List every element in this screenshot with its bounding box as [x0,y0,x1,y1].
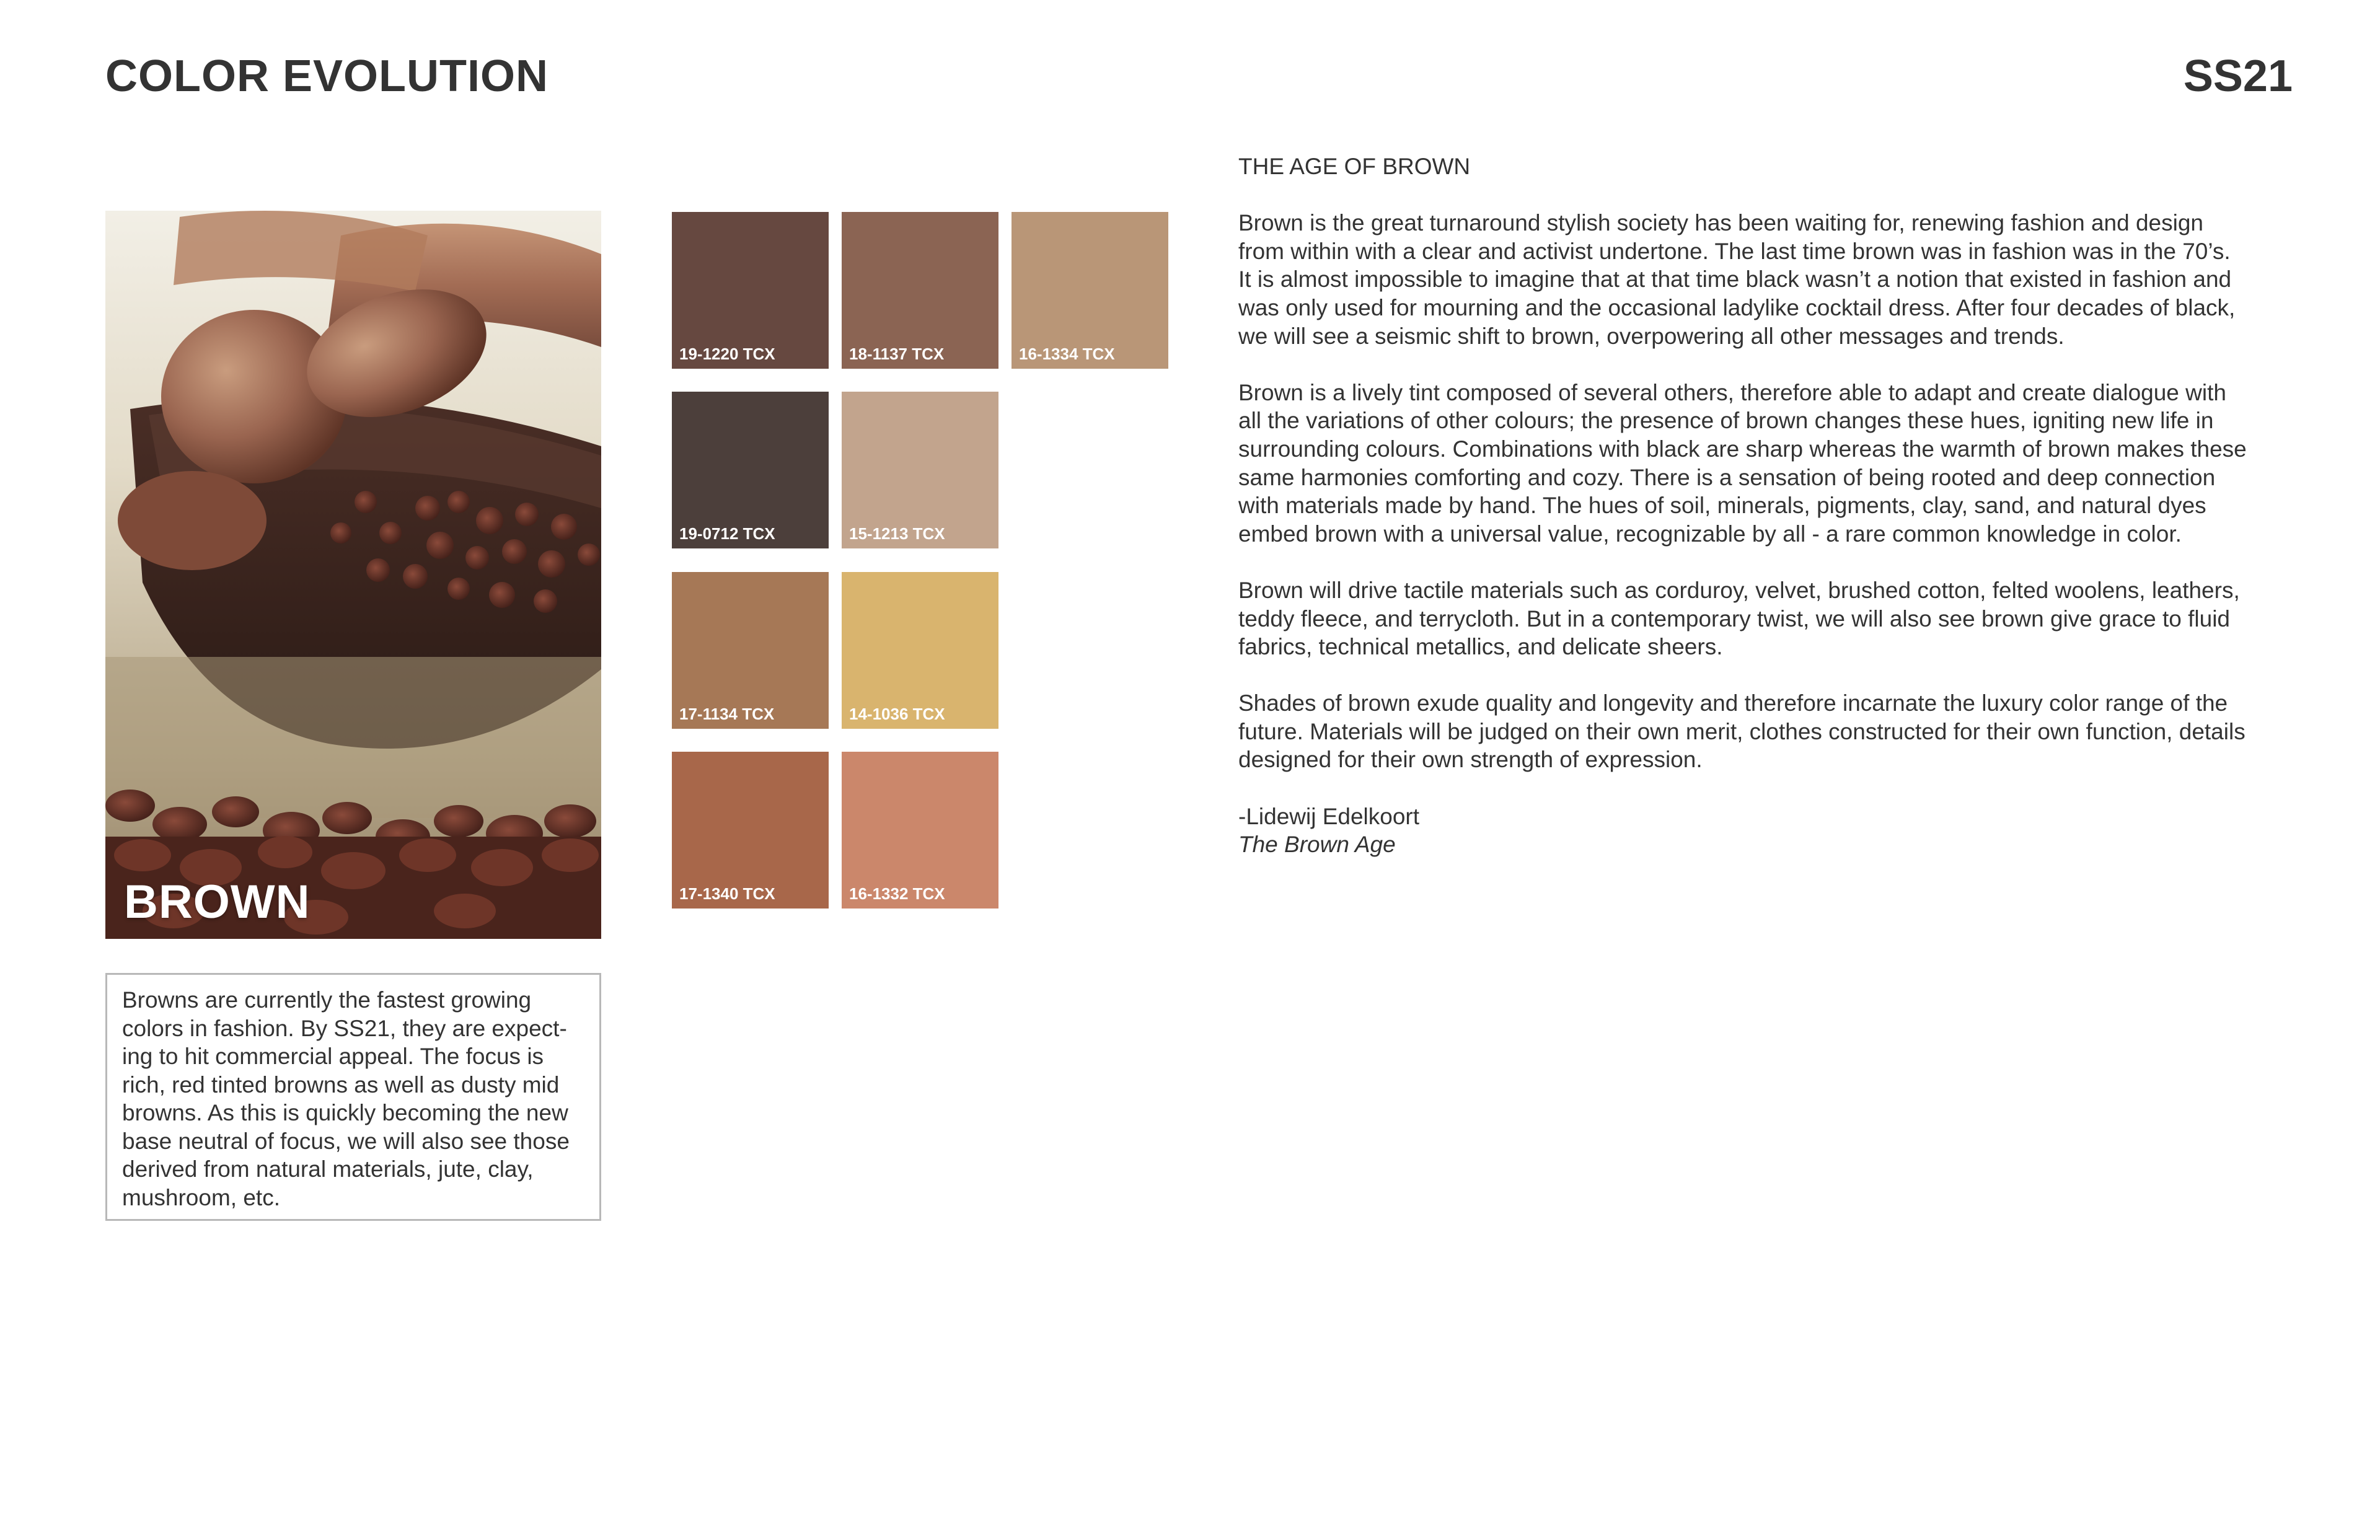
swatch-19-0712 [672,392,829,548]
swatch-code: 17-1134 TCX [679,705,775,723]
spice-photo [105,211,601,939]
swatch-code: 18-1137 TCX [849,345,945,363]
article-source: The Brown Age [1238,832,1396,858]
swatch-code: 14-1036 TCX [849,705,945,723]
hero-label: BROWN [124,876,311,928]
swatch-code: 16-1332 TCX [849,884,945,903]
article-heading: THE AGE OF BROWN [1238,154,1471,179]
swatch-17-1134 [672,572,829,729]
swatch-16-1332 [842,752,998,909]
article-paragraph: Brown is a lively tint composed of several others, therefore able to adapt and create dialogue with all the variations of other colours; the presence of brown changes these hues, igniting new life in surrounding colours. Combinations with black are sharp whereas the warmth of brown makes these same harmonies comforting and cozy. There is a sensation of being rooted and deep connection with materials made by hand. The hues of soil, minerals, pigments, clay, sand, and natural dyes embed brown with a universal value, recognizable by all - a rare common knowledge in color. [1238,379,2247,547]
article-paragraph: Brown will drive tactile materials such as corduroy, velvet, brushed cotton, felted woolens, leathers, teddy fleece, and terrycloth. But in a contemporary twist, we will also see brown give grace to fluid fabrics, technical metallics, and delicate sheers. [1238,577,2240,660]
note-box: Browns are currently the fastest growing colors in fashion. By SS21, they are expect-ing to hit commercial appeal. The focus is rich, red tinted browns as well as dusty mid browns. As this is quickly becoming the new base neutral of focus, we will also see those derived from natural materials, jute, clay, mushroom, etc. [105,973,601,1221]
swatch-17-1340 [672,752,829,909]
swatch-code: 16-1334 TCX [1019,345,1115,363]
season-label: SS21 [2183,51,2293,101]
hero-image [105,211,601,939]
article [1238,152,2304,859]
article-paragraph: Shades of brown exude quality and longevity and therefore incarnate the luxury color range of the future. Materials will be judged on their own merit, clothes constructed for their own function, details designed for their own strength of expression. [1238,690,2246,773]
swatch-16-1334 [1011,212,1168,369]
swatch-14-1036 [842,572,998,729]
page-title: COLOR EVOLUTION [105,51,549,101]
swatch-18-1137 [842,212,998,369]
swatch-code: 19-0712 TCX [679,524,775,543]
article-author: -Lidewij Edelkoort [1238,803,1420,829]
swatch-code: 17-1340 TCX [679,884,775,903]
swatch-code: 15-1213 TCX [849,524,945,543]
swatch-code: 19-1220 TCX [679,345,775,363]
swatch-15-1213 [842,392,998,548]
article-paragraph: Brown is the great turnaround stylish society has been waiting for, renewing fashion and design from within with a clear and activist undertone. The last time brown was in fashion was in the 70’s. It is almost impossible to imagine that at that time black wasn’t a notion that existed in fashion and was only used for mourning and the occasional ladylike cocktail dress. After four decades of black, we will see a seismic shift to brown, overpowering all other messages and trends. [1238,210,2236,349]
swatch-19-1220 [672,212,829,369]
